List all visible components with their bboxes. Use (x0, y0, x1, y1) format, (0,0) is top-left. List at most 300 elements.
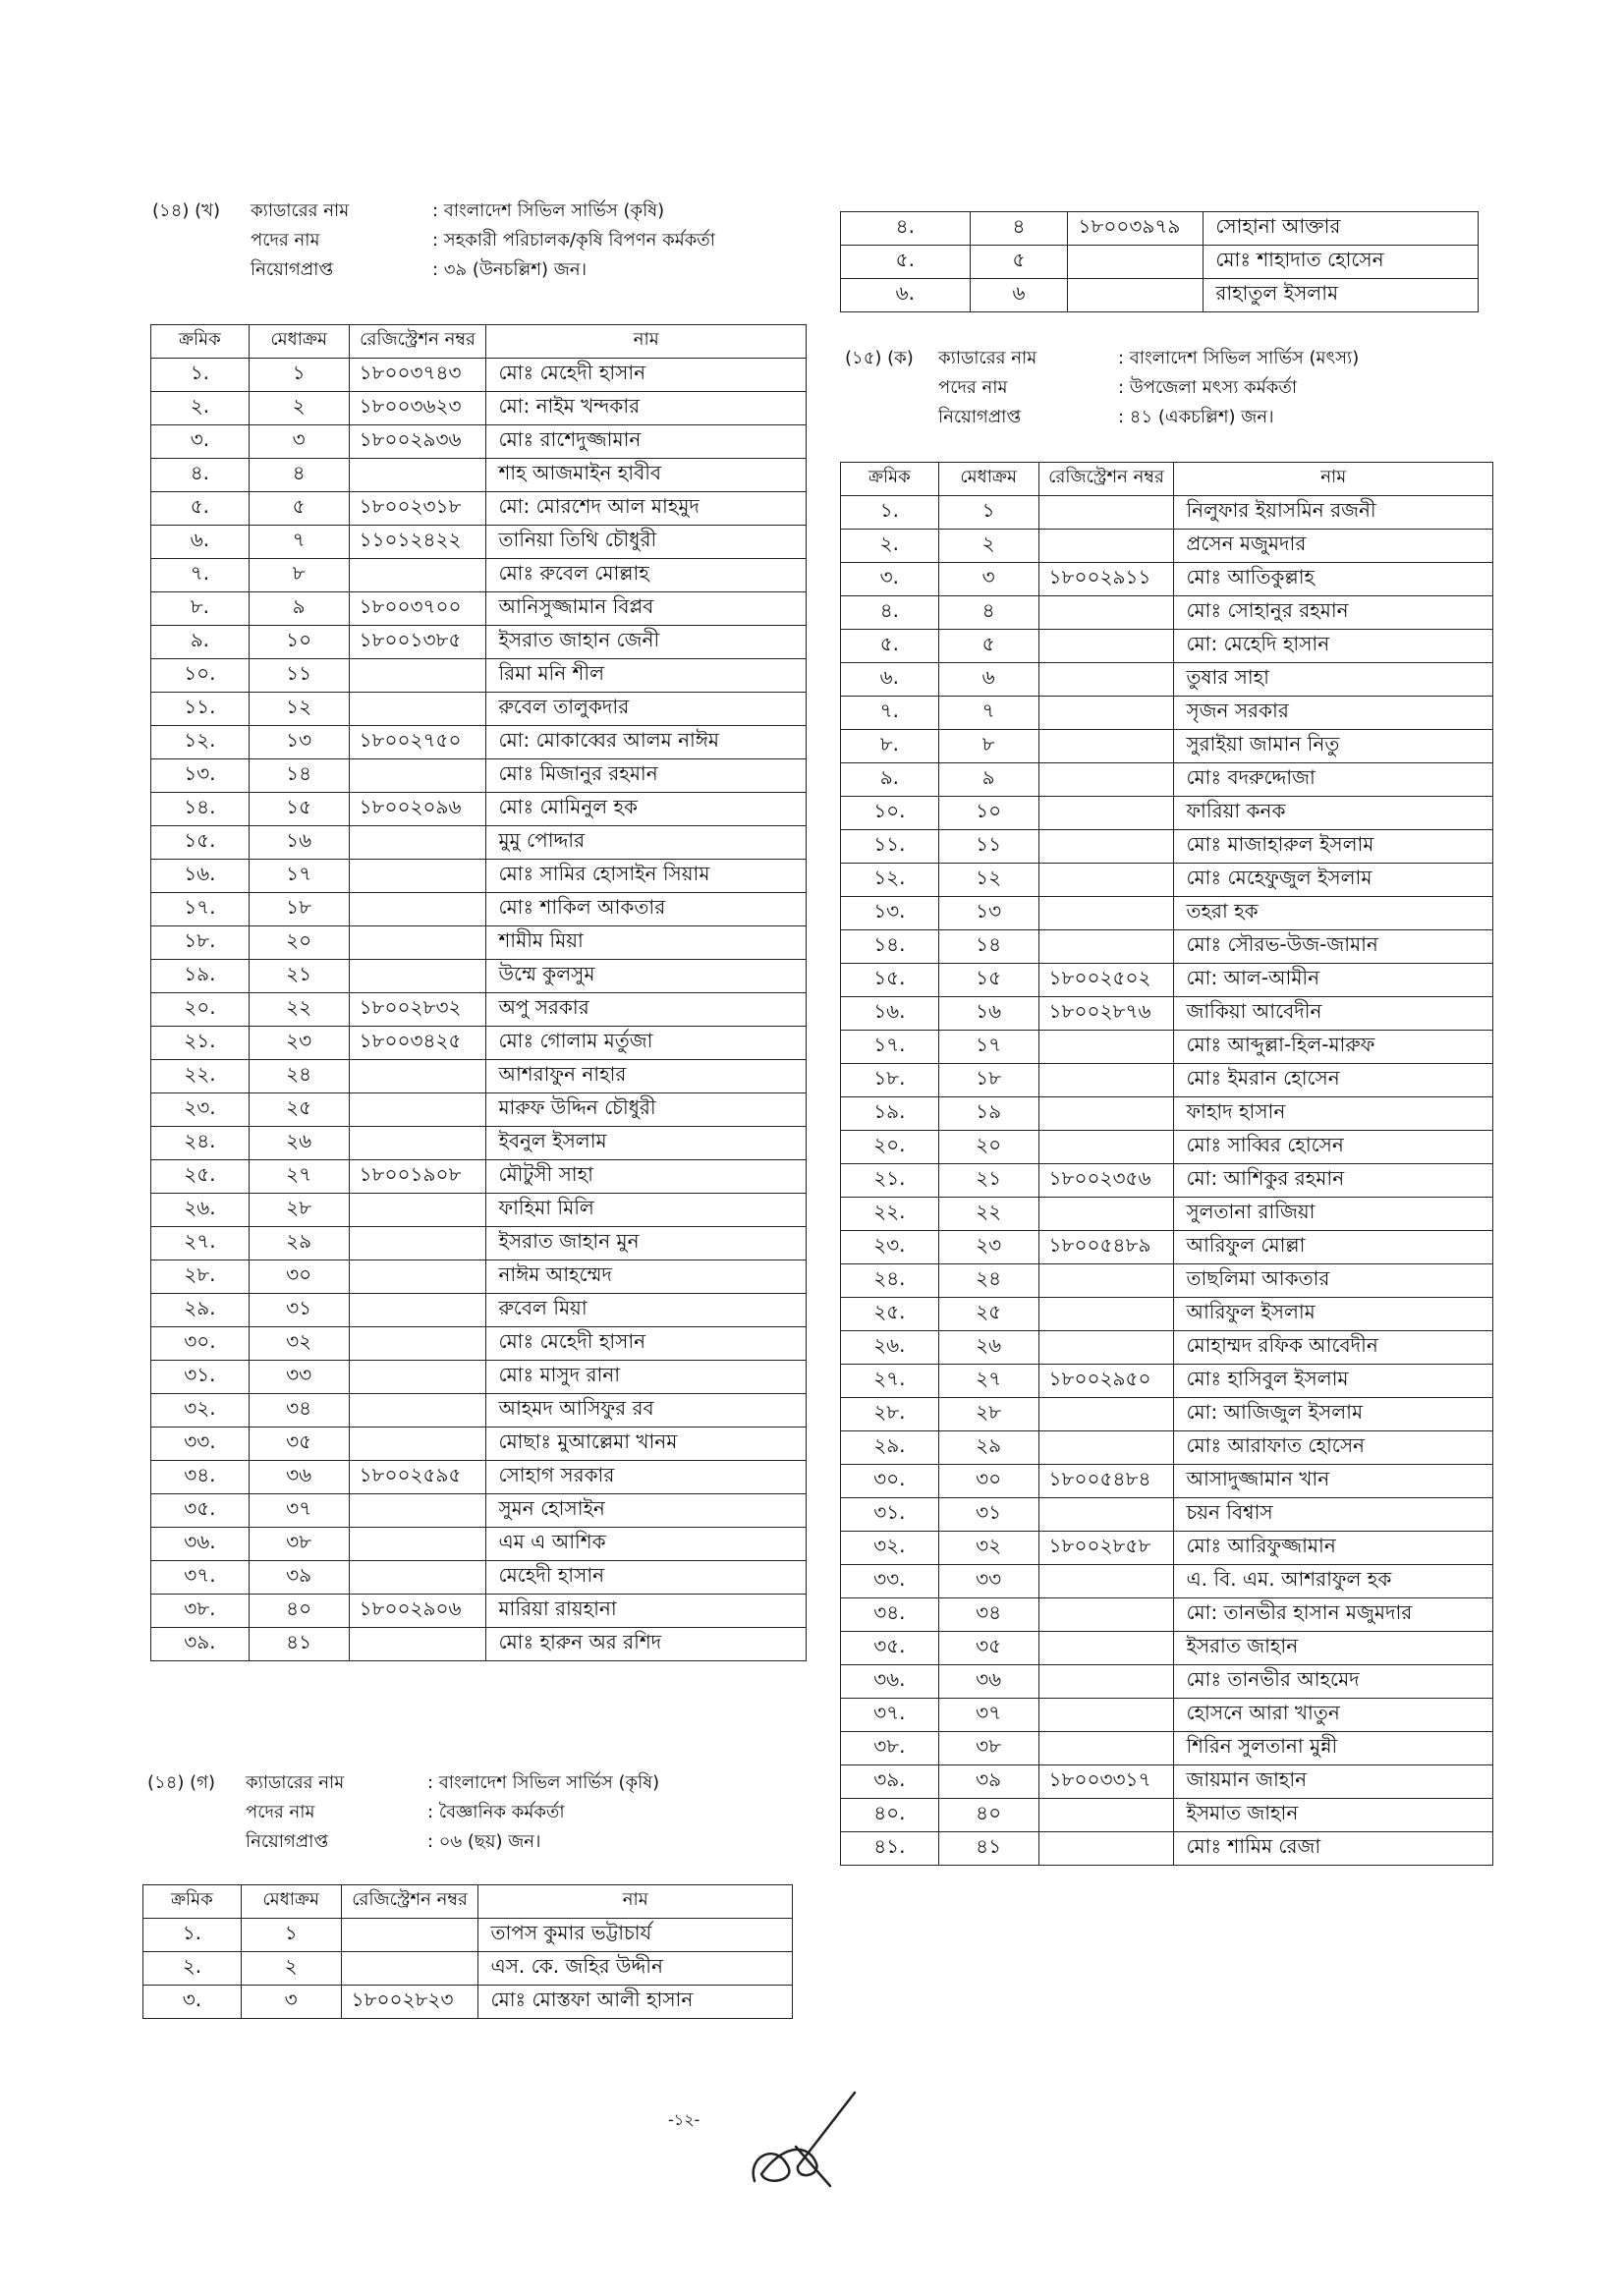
serial-cell: ৩৫. (841, 1632, 939, 1665)
merit-cell: ২২ (938, 1198, 1038, 1231)
name-cell: উম্মে কুলসুম (486, 960, 807, 993)
reg-cell: ১৮০০২৮৩২ (349, 993, 486, 1027)
name-cell: আশরাফুন নাহার (486, 1060, 807, 1093)
merit-cell: ২০ (249, 926, 349, 960)
table-row (151, 1628, 807, 1661)
serial-cell: ২৪. (841, 1264, 939, 1298)
reg-cell (349, 759, 486, 793)
table-row (151, 1093, 807, 1127)
merit-cell: ২৩ (249, 1027, 349, 1060)
serial-cell: ২. (841, 530, 939, 563)
reg-cell: ১৮০০৩৬২৩ (349, 392, 486, 425)
table-row (841, 563, 1493, 596)
serial-cell: ১৭. (151, 893, 250, 926)
merit-cell: ১১ (938, 830, 1038, 864)
table-row (841, 697, 1493, 730)
name-cell: মুমু পোদ্দার (486, 826, 807, 860)
table-row (151, 826, 807, 860)
merit-cell: ৪০ (938, 1799, 1038, 1832)
table-row (841, 1131, 1493, 1164)
table-row (151, 1494, 807, 1528)
table-row (841, 1031, 1493, 1064)
serial-cell: ২১. (841, 1164, 939, 1198)
reg-cell (1038, 1398, 1174, 1431)
serial-cell: ৯. (151, 626, 250, 659)
serial-cell: ৬. (841, 279, 971, 312)
merit-cell: ৪১ (938, 1832, 1038, 1866)
reg-cell: ১৮০০২৩১৮ (349, 492, 486, 526)
serial-cell: ৫. (841, 630, 939, 663)
table-row (841, 930, 1493, 964)
table-row (841, 1832, 1493, 1866)
cadre-key: ক্যাডারের নাম (251, 200, 350, 221)
table-row (841, 530, 1493, 563)
section-label: (১৪) (গ) (147, 1772, 215, 1793)
merit-cell: ৩৮ (249, 1528, 349, 1561)
merit-cell: ৬ (970, 279, 1068, 312)
merit-cell: ৩৯ (938, 1765, 1038, 1799)
reg-cell (349, 1227, 486, 1260)
table-row (841, 897, 1493, 930)
serial-cell: ৩০. (151, 1327, 250, 1361)
merit-cell: ৩০ (938, 1465, 1038, 1498)
reg-cell (1068, 279, 1204, 312)
name-cell: সৃজন সরকার (1174, 697, 1493, 730)
appointed-key: নিয়োগপ্রাপ্ত (938, 407, 1022, 427)
serial-cell: ১১. (841, 830, 939, 864)
reg-cell (349, 893, 486, 926)
table-row (151, 993, 807, 1027)
serial-cell: ৩. (151, 425, 250, 459)
table-row (841, 1699, 1493, 1732)
merit-cell: ৪০ (249, 1595, 349, 1628)
reg-cell (1038, 1498, 1174, 1532)
serial-cell: ২৭. (841, 1365, 939, 1398)
name-cell: ফাহাদ হাসান (1174, 1097, 1493, 1131)
name-cell: নাঈম আহম্মেদ (486, 1260, 807, 1294)
reg-cell: ১৮০০২৩৫৬ (1038, 1164, 1174, 1198)
serial-cell: ৩০. (841, 1465, 939, 1498)
table-row (841, 1565, 1493, 1598)
table-row (151, 1561, 807, 1595)
merit-cell: ২০ (938, 1131, 1038, 1164)
reg-cell (349, 1327, 486, 1361)
name-cell: এম এ আশিক (486, 1528, 807, 1561)
reg-cell (1038, 864, 1174, 897)
name-cell: মোঃ মাজাহারুল ইসলাম (1174, 830, 1493, 864)
name-cell: মো: আল-আমীন (1174, 964, 1493, 997)
merit-cell: ২ (938, 530, 1038, 563)
serial-cell: ২০. (151, 993, 250, 1027)
merit-cell: ১১ (249, 659, 349, 693)
table-row (151, 559, 807, 592)
serial-cell: ৩৩. (151, 1428, 250, 1461)
serial-cell: ৪০. (841, 1799, 939, 1832)
reg-cell (1038, 530, 1174, 563)
header-serial: ক্রমিক (143, 1885, 242, 1919)
reg-cell (1038, 1699, 1174, 1732)
reg-cell (1038, 596, 1174, 630)
table-row (151, 893, 807, 926)
reg-cell (1038, 697, 1174, 730)
table-row (151, 459, 807, 492)
serial-cell: ২০. (841, 1131, 939, 1164)
table-row (151, 359, 807, 392)
merit-cell: ৩১ (249, 1294, 349, 1327)
table-row (143, 1952, 793, 1986)
name-cell: মোঃ মেহেদী হাসান (486, 359, 807, 392)
serial-cell: ১৪. (841, 930, 939, 964)
appointed-value: : ০৬ (ছয়) জন। (427, 1831, 541, 1852)
name-cell: নিলুফার ইয়াসমিন রজনী (1174, 496, 1493, 530)
serial-cell: ৭. (151, 559, 250, 592)
merit-cell: ৩৬ (249, 1461, 349, 1494)
name-cell: মোঃ হাসিবুল ইসলাম (1174, 1365, 1493, 1398)
name-cell: মোঃ মিজানুর রহমান (486, 759, 807, 793)
table-row (151, 926, 807, 960)
table-row (841, 1064, 1493, 1097)
merit-cell: ৯ (249, 592, 349, 626)
serial-cell: ১৩. (151, 759, 250, 793)
serial-cell: ২৯. (151, 1294, 250, 1327)
merit-cell: ৯ (938, 763, 1038, 797)
serial-cell: ১৬. (841, 997, 939, 1031)
reg-cell (1038, 1097, 1174, 1131)
header-merit: মেধাক্রম (938, 463, 1038, 496)
table-row (841, 663, 1493, 697)
merit-cell: ৫ (970, 246, 1068, 279)
table-row (151, 1260, 807, 1294)
serial-cell: ২৮. (151, 1260, 250, 1294)
name-cell: সুমন হোসাইন (486, 1494, 807, 1528)
merit-cell: ৩০ (249, 1260, 349, 1294)
merit-cell: ১২ (249, 693, 349, 726)
name-cell: অপু সরকার (486, 993, 807, 1027)
reg-cell (349, 459, 486, 492)
serial-cell: ২২. (151, 1060, 250, 1093)
name-cell: মো: তানভীর হাসান মজুমদার (1174, 1598, 1493, 1632)
name-cell: মোঃ আতিকুল্লাহ (1174, 563, 1493, 596)
name-cell: মোঃ রুবেল মোল্লাহ (486, 559, 807, 592)
reg-cell (349, 1260, 486, 1294)
table-row (841, 1231, 1493, 1264)
name-cell: মোঃ শাকিল আকতার (486, 893, 807, 926)
serial-cell: ১৯. (151, 960, 250, 993)
name-cell: মো: আশিকুর রহমান (1174, 1164, 1493, 1198)
cadre-key: ক্যাডারের নাম (246, 1772, 345, 1793)
name-cell: মোঃ সামির হোসাইন সিয়াম (486, 860, 807, 893)
merit-cell: ২৬ (249, 1127, 349, 1160)
name-cell: মোঃ সাব্বির হোসেন (1174, 1131, 1493, 1164)
serial-cell: ১. (841, 496, 939, 530)
serial-cell: ৪. (151, 459, 250, 492)
table-row (151, 1127, 807, 1160)
name-cell: ইসরাত জাহান মুন (486, 1227, 807, 1260)
name-cell: আসাদুজ্জামান খান (1174, 1465, 1493, 1498)
name-cell: মো: মেহেদি হাসান (1174, 630, 1493, 663)
name-cell: সোহানা আক্তার (1204, 212, 1479, 246)
reg-cell: ১৮০০৩৪২৫ (349, 1027, 486, 1060)
name-cell: চয়ন বিশ্বাস (1174, 1498, 1493, 1532)
name-cell: তাছলিমা আকতার (1174, 1264, 1493, 1298)
serial-cell: ১৯. (841, 1097, 939, 1131)
table-row (143, 1919, 793, 1952)
cadre-value: : বাংলাদেশ সিভিল সার্ভিস (কৃষি) (432, 200, 665, 221)
serial-cell: ১৫. (151, 826, 250, 860)
merit-cell: ১ (249, 359, 349, 392)
serial-cell: ৭. (841, 697, 939, 730)
name-cell: সোহাগ সরকার (486, 1461, 807, 1494)
reg-cell (1038, 663, 1174, 697)
merit-cell: ১২ (938, 864, 1038, 897)
reg-cell: ১১০১২৪২২ (349, 526, 486, 559)
merit-cell: ১৮ (249, 893, 349, 926)
reg-cell (1038, 1031, 1174, 1064)
reg-cell: ১৮০০৩৩১৭ (1038, 1765, 1174, 1799)
table-row (841, 730, 1493, 763)
table-row (151, 1361, 807, 1394)
merit-cell: ৪ (970, 212, 1068, 246)
serial-cell: ২৯. (841, 1431, 939, 1465)
reg-cell: ১৮০০২৮৫৮ (1038, 1532, 1174, 1565)
reg-cell: ১৮০০২৮৭৬ (1038, 997, 1174, 1031)
reg-cell: ১৮০০৫৪৮৯ (1038, 1231, 1174, 1264)
merit-cell: ২৩ (938, 1231, 1038, 1264)
table-14-ga (142, 1884, 793, 2019)
table-row (841, 1298, 1493, 1331)
table-row (841, 596, 1493, 630)
table-row (151, 1227, 807, 1260)
merit-cell: ২৭ (249, 1160, 349, 1194)
merit-cell: ২৯ (938, 1431, 1038, 1465)
merit-cell: ২৮ (938, 1398, 1038, 1431)
reg-cell: ১৮০০৩৭৪৩ (349, 359, 486, 392)
reg-cell (349, 1294, 486, 1327)
name-cell: মারিয়া রায়হানা (486, 1595, 807, 1628)
name-cell: মোঃ বদরুদ্দোজা (1174, 763, 1493, 797)
header-serial: ক্রমিক (841, 463, 939, 496)
merit-cell: ৩৫ (249, 1428, 349, 1461)
serial-cell: ৯. (841, 763, 939, 797)
reg-cell: ১৮০০৩৭০০ (349, 592, 486, 626)
table-row (151, 1294, 807, 1327)
name-cell: মো: নাইম খন্দকার (486, 392, 807, 425)
table-row (151, 626, 807, 659)
name-cell: মোঃ শামিম রেজা (1174, 1832, 1493, 1866)
merit-cell: ২১ (249, 960, 349, 993)
name-cell: মোঃ মোমিনুল হক (486, 793, 807, 826)
table-row (841, 279, 1479, 312)
serial-cell: ১. (143, 1919, 242, 1952)
post-value: : উপজেলা মৎস্য কর্মকর্তা (1118, 377, 1298, 398)
merit-cell: ২ (241, 1952, 341, 1986)
name-cell: প্রসেন মজুমদার (1174, 530, 1493, 563)
reg-cell (1038, 897, 1174, 930)
reg-cell: ১৮০০২৭৫০ (349, 726, 486, 759)
name-cell: সুরাইয়া জামান নিতু (1174, 730, 1493, 763)
reg-cell (1038, 1598, 1174, 1632)
serial-cell: ২৫. (151, 1160, 250, 1194)
reg-cell (349, 659, 486, 693)
table-row (151, 1327, 807, 1361)
table-row (151, 1528, 807, 1561)
name-cell: মোঃ শাহাদাত হোসেন (1204, 246, 1479, 279)
header-name: নাম (478, 1885, 793, 1919)
reg-cell (1038, 730, 1174, 763)
name-cell: মোছাঃ মুআল্লেমা খানম (486, 1428, 807, 1461)
name-cell: শিরিন সুলতানা মুন্নী (1174, 1732, 1493, 1765)
serial-cell: ১৪. (151, 793, 250, 826)
reg-cell (349, 1194, 486, 1227)
reg-cell (1038, 1832, 1174, 1866)
table-row (841, 797, 1493, 830)
serial-cell: ২৩. (841, 1231, 939, 1264)
name-cell: মো: মোরশেদ আল মাহমুদ (486, 492, 807, 526)
name-cell: রিমা মনি শীল (486, 659, 807, 693)
serial-cell: ২১. (151, 1027, 250, 1060)
merit-cell: ৩৪ (249, 1394, 349, 1428)
header-name: নাম (1174, 463, 1493, 496)
serial-cell: ৬. (151, 526, 250, 559)
name-cell: হোসনে আরা খাতুন (1174, 1699, 1493, 1732)
name-cell: মারুফ উদ্দিন চৌধুরী (486, 1093, 807, 1127)
serial-cell: ১০. (151, 659, 250, 693)
table-row (841, 212, 1479, 246)
serial-cell: ২৬. (151, 1194, 250, 1227)
reg-cell (1038, 930, 1174, 964)
post-key: পদের নাম (251, 230, 320, 251)
serial-cell: ১২. (841, 864, 939, 897)
merit-cell: ৬ (938, 663, 1038, 697)
table-row (841, 1331, 1493, 1365)
appointed-key: নিয়োগপ্রাপ্ত (251, 259, 334, 280)
serial-cell: ৩২. (841, 1532, 939, 1565)
serial-cell: ৩২. (151, 1394, 250, 1428)
serial-cell: ৩. (143, 1986, 242, 2019)
merit-cell: ৩ (938, 563, 1038, 596)
cadre-value: : বাংলাদেশ সিভিল সার্ভিস (কৃষি) (427, 1772, 660, 1793)
merit-cell: ৩৩ (938, 1565, 1038, 1598)
header-serial: ক্রমিক (151, 325, 250, 359)
merit-cell: ১৪ (249, 759, 349, 793)
header-name: নাম (486, 325, 807, 359)
reg-cell (341, 1919, 478, 1952)
merit-cell: ৩ (241, 1986, 341, 2019)
header-reg: রেজিস্ট্রেশন নম্বর (341, 1885, 478, 1919)
serial-cell: ১০. (841, 797, 939, 830)
name-cell: রুবেল মিয়া (486, 1294, 807, 1327)
merit-cell: ৮ (249, 559, 349, 592)
table-15-ka (840, 462, 1493, 1866)
serial-cell: ৩৯. (151, 1628, 250, 1661)
serial-cell: ৪. (841, 596, 939, 630)
table-row (841, 1164, 1493, 1198)
serial-cell: ৩৬. (151, 1528, 250, 1561)
merit-cell: ১৯ (938, 1097, 1038, 1131)
merit-cell: ২৫ (938, 1298, 1038, 1331)
merit-cell: ৩৮ (938, 1732, 1038, 1765)
table-row (151, 860, 807, 893)
table-row (151, 526, 807, 559)
serial-cell: ৩৮. (151, 1595, 250, 1628)
serial-cell: ২৭. (151, 1227, 250, 1260)
merit-cell: ২১ (938, 1164, 1038, 1198)
name-cell: আরিফুল ইসলাম (1174, 1298, 1493, 1331)
name-cell: এ. বি. এম. আশরাফুল হক (1174, 1565, 1493, 1598)
table-row (841, 1431, 1493, 1465)
serial-cell: ২৩. (151, 1093, 250, 1127)
table-row (841, 1732, 1493, 1765)
merit-cell: ১৬ (249, 826, 349, 860)
merit-cell: ৩৭ (938, 1699, 1038, 1732)
appointed-value: : ৩৯ (উনচল্লিশ) জন। (432, 259, 588, 280)
table-row (841, 1097, 1493, 1131)
name-cell: মোঃ আব্দুল্লা-হিল-মারুফ (1174, 1031, 1493, 1064)
table-row (151, 1595, 807, 1628)
reg-cell: ১৮০০২০৯৬ (349, 793, 486, 826)
serial-cell: ৩৯. (841, 1765, 939, 1799)
name-cell: মোঃ মেহেফুজুল ইসলাম (1174, 864, 1493, 897)
reg-cell: ১৮০০৫৪৮৪ (1038, 1465, 1174, 1498)
name-cell: রাহাতুল ইসলাম (1204, 279, 1479, 312)
reg-cell (1068, 246, 1204, 279)
reg-cell (349, 860, 486, 893)
signature-mark (737, 2088, 874, 2196)
merit-cell: ৩৪ (938, 1598, 1038, 1632)
reg-cell (349, 1494, 486, 1528)
serial-cell: ৩৮. (841, 1732, 939, 1765)
header-merit: মেধাক্রম (241, 1885, 341, 1919)
serial-cell: ১৮. (841, 1064, 939, 1097)
reg-cell: ১৮০০৩৯৭৯ (1068, 212, 1204, 246)
merit-cell: ৩১ (938, 1498, 1038, 1532)
merit-cell: ১৪ (938, 930, 1038, 964)
table-row (841, 1765, 1493, 1799)
name-cell: মোঃ মেহেদী হাসান (486, 1327, 807, 1361)
post-value: : সহকারী পরিচালক/কৃষি বিপণন কর্মকর্তা (432, 230, 716, 251)
merit-cell: ১৮ (938, 1064, 1038, 1097)
reg-cell (1038, 1264, 1174, 1298)
name-cell: ইবনুল ইসলাম (486, 1127, 807, 1160)
reg-cell (349, 826, 486, 860)
merit-cell: ২ (249, 392, 349, 425)
table-row (841, 246, 1479, 279)
reg-cell (1038, 1064, 1174, 1097)
name-cell: মো: আজিজুল ইসলাম (1174, 1398, 1493, 1431)
table-row (151, 659, 807, 693)
name-cell: সুলতানা রাজিয়া (1174, 1198, 1493, 1231)
reg-cell (349, 1093, 486, 1127)
name-cell: আহমদ আসিফুর রব (486, 1394, 807, 1428)
reg-cell: ১৮০০২৫০২ (1038, 964, 1174, 997)
name-cell: মোঃ হারুন অর রশিদ (486, 1628, 807, 1661)
reg-cell: ১৮০০২৯১১ (1038, 563, 1174, 596)
cadre-value: : বাংলাদেশ সিভিল সার্ভিস (মৎস্য) (1118, 348, 1360, 368)
post-key: পদের নাম (938, 377, 1008, 398)
table-row (151, 1394, 807, 1428)
merit-cell: ১৫ (938, 964, 1038, 997)
name-cell: মৌটুসী সাহা (486, 1160, 807, 1194)
reg-cell (1038, 1732, 1174, 1765)
merit-cell: ২৫ (249, 1093, 349, 1127)
serial-cell: ২৮. (841, 1398, 939, 1431)
merit-cell: ১ (938, 496, 1038, 530)
serial-cell: ১২. (151, 726, 250, 759)
merit-cell: ১৫ (249, 793, 349, 826)
reg-cell (349, 1428, 486, 1461)
name-cell: এস. কে. জহির উদ্দীন (478, 1952, 793, 1986)
serial-cell: ২. (143, 1952, 242, 1986)
